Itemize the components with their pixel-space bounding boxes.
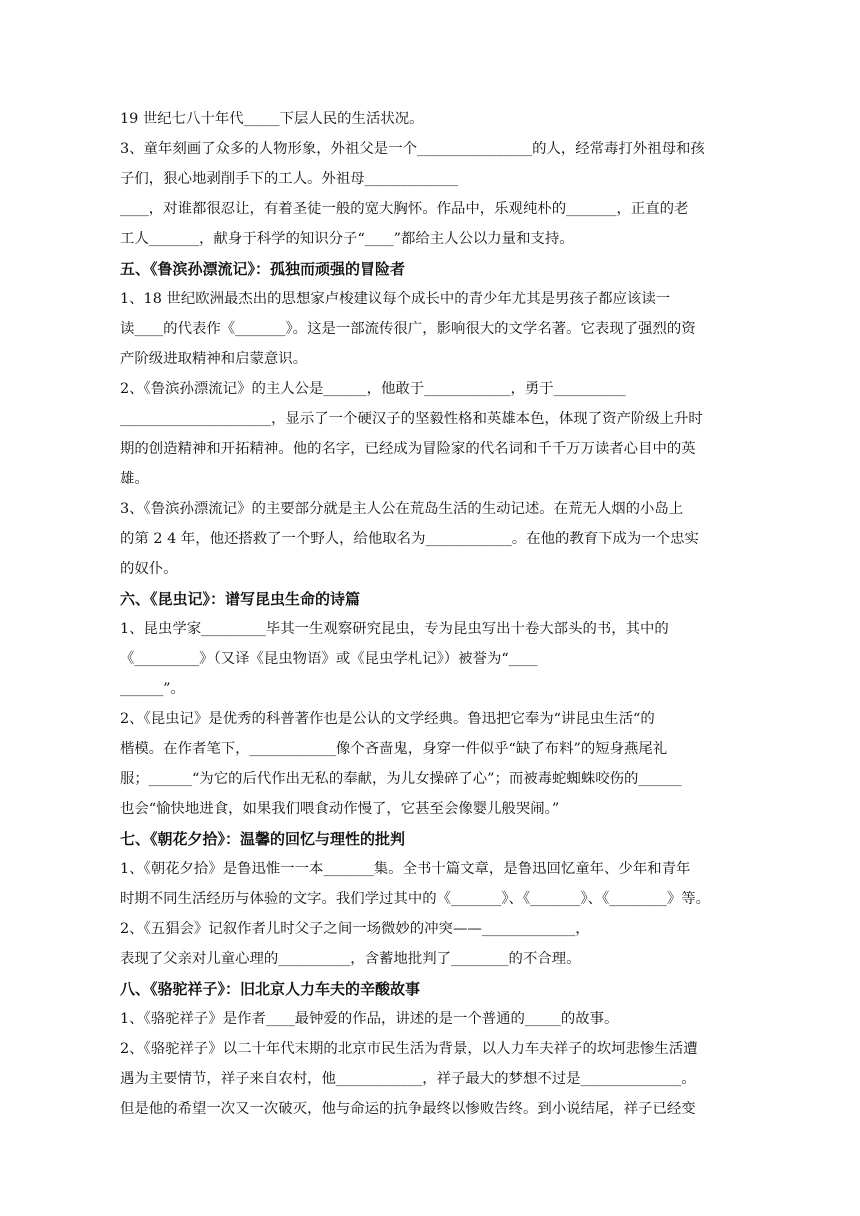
text-line: 的第 2 4 年，他还搭救了一个野人，给他取名为____________。在他的教育下成为一个忠实	[120, 531, 699, 547]
text-line: ____，对谁都很忍让，有着圣徒一般的宽大胸怀。作品中，乐观纯朴的_______，正直的老	[120, 201, 689, 217]
text-line: 产阶级进取精神和启蒙意识。	[120, 351, 308, 367]
text-line: 期的创造精神和开拓精神。他的名字，已经成为冒险家的代名词和千千万万读者心目中的英	[120, 441, 696, 457]
text-line: 也会“愉快地进食，如果我们喂食动作慢了，它甚至会像婴儿般哭闹。”	[120, 801, 560, 817]
text-line: 2、《鲁滨孙漂流记》的主人公是______，他敢于____________，勇于__________	[120, 381, 626, 397]
text-line: 楷模。在作者笔下，____________像个吝啬鬼，身穿一件似乎“缺了布料”的短身燕尾礼	[120, 741, 668, 757]
text-line: 读____的代表作《_______》。这是一部流传很广，影响很大的文学名著。它表现了强烈的资	[120, 321, 696, 337]
text-line: 雄。	[120, 471, 149, 487]
text-line: 遇为主要情节，祥子来自农村，他____________，祥子最大的梦想不过是______________。	[120, 1071, 696, 1087]
text-line: 1、18 世纪欧洲最杰出的思想家卢梭建议每个成长中的青少年尤其是男孩子都应该读一	[120, 291, 671, 307]
text-line: 但是他的希望一次又一次破灭，他与命运的抗争最终以惨败告终。到小说结尾，祥子已经变	[120, 1101, 696, 1117]
text-line: ______”。	[120, 681, 185, 697]
text-line: 2、《昆虫记》是优秀的科普著作也是公认的文学经典。鲁迅把它奉为“讲昆虫生活“的	[120, 711, 655, 727]
text-line: 《_________》（又译《昆虫物语》或《昆虫学札记》）被誉为“____	[120, 651, 538, 667]
text-line: 1、《骆驼祥子》是作者____最钟爱的作品，讲述的是一个普通的_____的故事。	[120, 1011, 619, 1027]
text-line: 3、《鲁滨孙漂流记》的主要部分就是主人公在荒岛生活的生动记述。在荒无人烟的小岛上	[120, 501, 684, 517]
text-line: 时期不同生活经历与体验的文字。我们学过其中的《_______》、《_______》、《________》等。	[120, 891, 710, 907]
text-line: 子们，狠心地剥削手下的工人。外祖母_____________	[120, 171, 459, 187]
text-line: 2、《五猖会》记叙作者儿时父子之间一场微妙的冲突——_____________，	[120, 921, 590, 937]
text-line: 工人_______，献身于科学的知识分子“____”都给主人公以力量和支持。	[120, 231, 574, 247]
text-line: 19 世纪七八十年代_____下层人民的生活状况。	[120, 111, 424, 127]
text-line: _____________________，显示了一个硬汉子的坚毅性格和英雄本色，体现了资产阶级上升时	[120, 411, 703, 427]
section-heading: 六、《昆虫记》：谱写昆虫生命的诗篇	[120, 590, 361, 608]
text-line: 的奴仆。	[120, 561, 178, 577]
text-line: 1、《朝花夕拾》是鲁迅惟一一本_______集。全书十篇文章，是鲁迅回忆童年、少年和青年	[120, 861, 691, 877]
text-line: 1、昆虫学家_________毕其一生观察研究昆虫，专为昆虫写出十卷大部头的书，其中的	[120, 621, 669, 637]
text-line: 表现了父亲对儿童心理的__________，含蓄地批判了________的不合理。	[120, 951, 581, 967]
text-line: 3、童年刻画了众多的人物形象，外祖父是一个________________的人，经常毒打外祖母和孩	[120, 141, 705, 157]
section-heading: 五、《鲁滨孙漂流记》：孤独而顽强的冒险者	[120, 260, 406, 278]
section-heading: 七、《朝花夕拾》：温馨的回忆与理性的批判	[120, 830, 406, 848]
text-line: 服；______“为它的后代作出无私的奉献，为儿女操碎了心”；而被毒蛇蜘蛛咬伤的______	[120, 771, 682, 787]
section-heading: 八、《骆驼祥子》：旧北京人力车夫的辛酸故事	[120, 980, 421, 998]
text-line: 2、《骆驼祥子》以二十年代末期的北京市民生活为背景，以人力车夫祥子的坎坷悲惨生活遭	[120, 1041, 698, 1057]
document-body	[120, 104, 735, 1124]
